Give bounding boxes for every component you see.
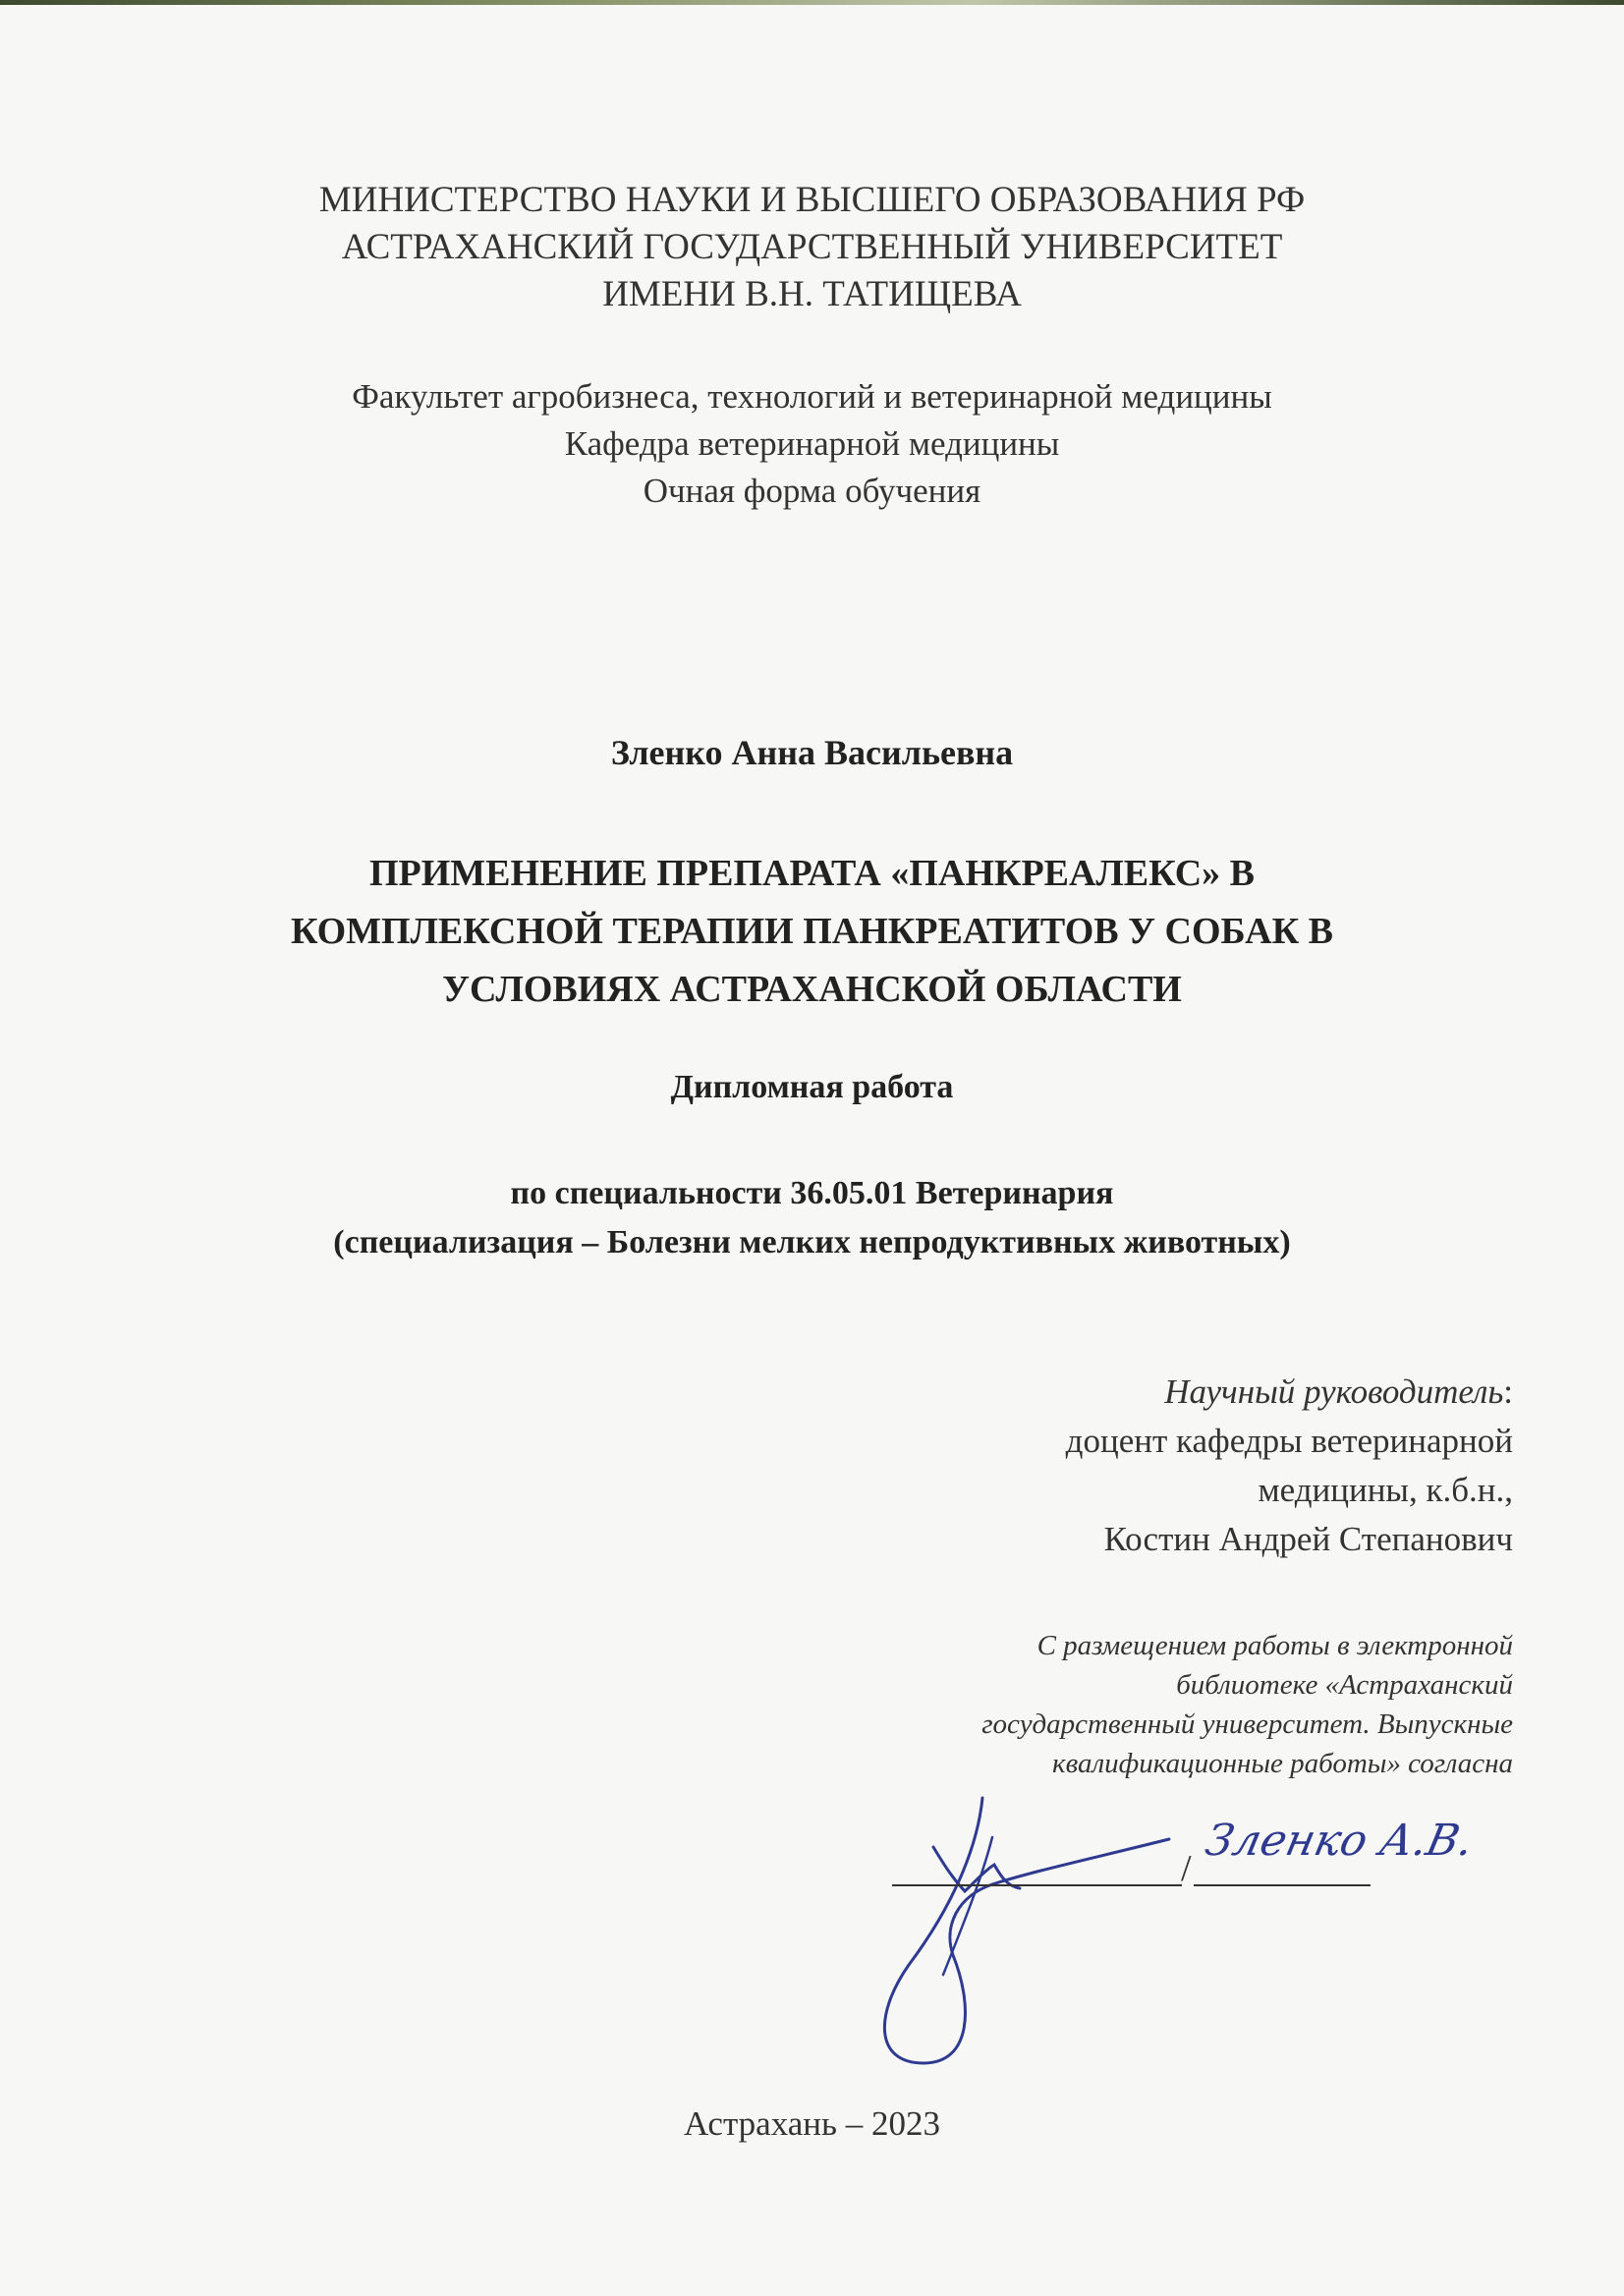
supervisor-degree: медицины, к.б.н., — [1258, 1471, 1513, 1509]
work-type: Дипломная работа — [670, 1069, 954, 1105]
university-name-line: ИМЕНИ В.Н. ТАТИЩЕВА — [602, 274, 1022, 314]
city-year: Астрахань – 2023 — [684, 2104, 940, 2143]
ministry-header — [0, 177, 1624, 318]
consent-line: государственный университет. Выпускные — [981, 1708, 1513, 1740]
name-line — [1194, 1884, 1371, 1886]
supervisor-role-text: Научный руководитель — [1164, 1372, 1504, 1411]
consent-line: квалификационные работы» согласна — [1052, 1748, 1513, 1779]
supervisor-position: доцент кафедры ветеринарной — [1065, 1422, 1513, 1460]
title-line: ПРИМЕНЕНИЕ ПРЕПАРАТА «ПАНКРЕАЛЕКС» В — [368, 853, 1256, 894]
study-form-line: Очная форма обучения — [643, 472, 981, 510]
consent-line: библиотеке «Астраханский — [1176, 1669, 1513, 1701]
specialization-line: (специализация – Болезни мелких непродуктивных животных) — [333, 1224, 1291, 1260]
specialty-block — [0, 1169, 1624, 1267]
consent-line: С размещением работы в электронной — [1036, 1630, 1513, 1661]
supervisor-name: Костин Андрей Степанович — [1103, 1520, 1513, 1558]
thesis-title — [0, 845, 1624, 1019]
specialty-line: по специальности 36.05.01 Ветеринария — [510, 1175, 1114, 1211]
author-name: Зленко Анна Васильевна — [610, 733, 1014, 772]
supervisor-block — [727, 1368, 1513, 1564]
signature-line — [892, 1884, 1182, 1886]
handwritten-name: Зленко А.В. — [1201, 1816, 1479, 1866]
scan-edge — [0, 0, 1624, 5]
signature-area — [835, 1788, 1523, 2083]
supervisor-role — [727, 1368, 1513, 1417]
faculty-line: Факультет агробизнеса, технологий и ветеринарной медицины — [352, 377, 1272, 416]
title-line: УСЛОВИЯХ АСТРАХАНСКОЙ ОБЛАСТИ — [442, 969, 1182, 1010]
signature-separator: / — [1181, 1848, 1192, 1889]
university-line: АСТРАХАНСКИЙ ГОСУДАРСТВЕННЫЙ УНИВЕРСИТЕТ — [341, 227, 1283, 267]
faculty-block — [0, 373, 1624, 515]
ministry-line: МИНИСТЕРСТВО НАУКИ И ВЫСШЕГО ОБРАЗОВАНИЯ РФ — [318, 180, 1306, 220]
supervisor-role-colon: : — [1503, 1372, 1513, 1411]
library-consent — [727, 1626, 1513, 1783]
department-line: Кафедра ветеринарной медицины — [564, 424, 1060, 463]
title-line: КОМПЛЕКСНОЙ ТЕРАПИИ ПАНКРЕАТИТОВ У СОБАК В — [291, 911, 1333, 952]
